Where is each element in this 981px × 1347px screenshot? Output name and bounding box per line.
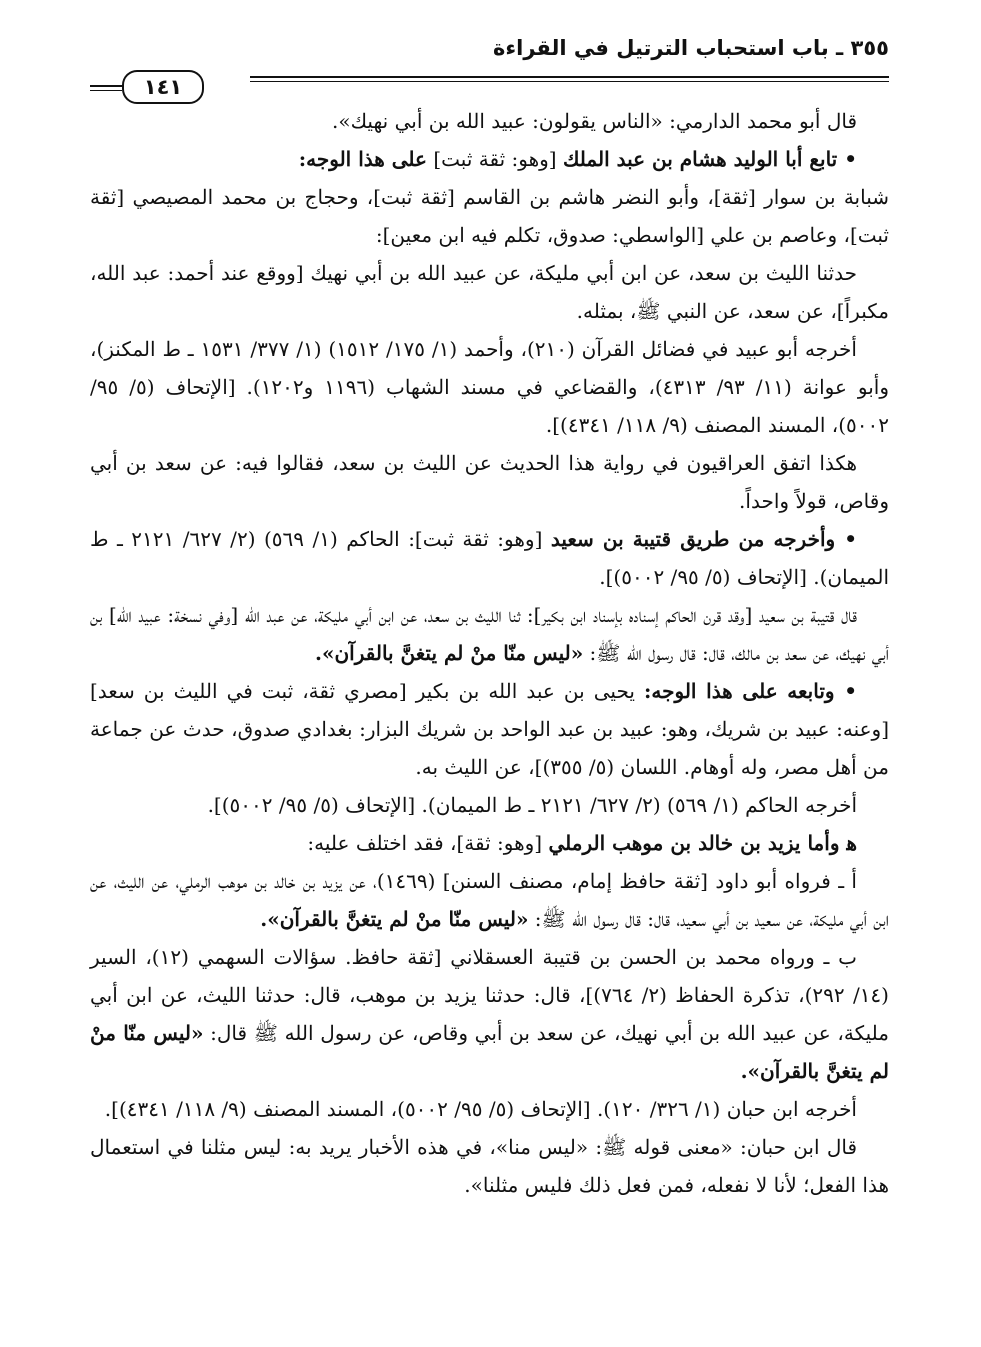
paragraph-text: [وهو: ثقة ثبت]: الحاكم (١/ ٥٦٩) (٢/ ٦٢٧/ ٢١٢١ ـ ط الميمان). [الإتحاف (٥/ ٩٥/ ٥٠٠٢)]. — [90, 527, 889, 589]
header-rule-left — [90, 85, 122, 91]
paragraph — [90, 938, 889, 1090]
page-header — [90, 30, 889, 99]
paragraph-text: حدثنا الليث بن سعد، عن ابن أبي مليكة، عن عبيد الله بن أبي نهيك [ووقع عند أحمد: عبد الله، مكبراً]، عن سعد، عن النبي ﷺ، بمثله. — [90, 261, 889, 323]
paragraph — [90, 102, 889, 140]
paragraph-text: شبابة بن سوار [ثقة]، وأبو النضر هاشم بن القاسم [ثقة ثبت]، وحجاج بن محمد المصيصي [ثقة ثبت]، وعاصم بن علي [الواسطي: صدوق، تكلم فيه ابن معين]: — [90, 185, 889, 247]
paragraph-bold-tail: على هذا الوجه: — [298, 147, 427, 171]
paragraph-text: [وهو: ثقة]، فقد اختلف عليه: — [307, 831, 549, 855]
paragraph — [90, 178, 889, 254]
paragraph — [90, 254, 889, 330]
paragraph — [90, 786, 889, 824]
paragraph — [90, 520, 889, 596]
hadith-quote: «ليس منّا منْ لم يتغنَّ بالقرآن». — [314, 641, 584, 665]
paragraph-bold: • وتابعه على هذا الوجه: — [644, 679, 857, 703]
header-rule — [250, 76, 889, 82]
paragraph-text: أخرجه ابن حبان (١/ ٣٢٦/ ١٢٠). [الإتحاف (٥/ ٩٥/ ٥٠٠٢)، المسند المصنف (٩/ ١١٨/ ٤٣٤١)]. — [104, 1097, 857, 1121]
paragraph-text: هكذا اتفق العراقيون في رواية هذا الحديث عن الليث بن سعد، فقالوا فيه: عن سعد بن أبي وقاص، قولاً واحداً. — [90, 451, 889, 513]
paragraph-bold: ﻫ وأما يزيد بن خالد بن موهب الرملي — [548, 831, 857, 855]
page-body — [90, 102, 889, 1204]
paragraph — [90, 1128, 889, 1204]
paragraph-bold: • وأخرجه من طريق قتيبة بن سعيد — [550, 527, 858, 551]
paragraph-text: يحيى بن عبد الله بن بكير [مصري ثقة، ثبت في الليث بن سعد] [وعنه: عبيد بن شريك، وهو: عبيد بن عبد الواحد بن شريك البزار: بغدادي صدوق، حدث عن جماعة من أهل مصر، وله أوهام. اللسان (٥/ ٣٥٥)]، عن الليث به. — [90, 679, 889, 779]
chapter-title: ٣٥٥ ـ باب استحباب الترتيل في القراءة — [493, 36, 889, 60]
paragraph-text: قال أبو محمد الدارمي: «الناس يقولون: عبيد الله بن أبي نهيك». — [331, 109, 857, 133]
page-number: ١٤١ — [143, 75, 183, 99]
paragraph-text: ب ـ ورواه محمد بن الحسن بن قتيبة العسقلاني [ثقة حافظ. سؤالات السهمي (١٢)، السير (١٤/ ٢٩٢)، تذكرة الحفاظ (٢/ ٧٦٤)]، قال: حدثنا يزيد بن موهب، قال: حدثنا الليث، عن ابن أبي مليكة، عن عبيد الله بن أبي نهيك، عن سعد بن أبي وقاص، عن رسول الله ﷺ قال: — [90, 945, 889, 1045]
paragraph — [90, 140, 889, 178]
paragraph-text: [وهو: ثقة ثبت] — [426, 147, 563, 171]
page-number-badge — [122, 70, 204, 104]
hadith-quote: «ليس منّا منْ لم يتغنَّ بالقرآن». — [90, 1021, 889, 1083]
paragraph — [90, 862, 889, 938]
paragraph-text: قال قتيبة بن سعيد [وقد قرن الحاكم إسناده بإسناد ابن بكير]: ثنا الليث بن سعد، عن ابن أبي مليكة، عن عبد الله [وفي نسخة: عبيد الله] بن أبي نهيك، عن سعد بن مالك، قال: قال رسول الله ﷺ: — [90, 603, 889, 665]
paragraph — [90, 444, 889, 520]
paragraph-text: قال ابن حبان: «معنى قوله ﷺ: «ليس منا»، في هذه الأخبار يريد به: ليس مثلنا في استعمال هذا الفعل؛ لأنا لا نفعله، فمن فعل ذلك فليس مثلنا». — [90, 1135, 889, 1197]
paragraph-text: أخرجه أبو عبيد في فضائل القرآن (٢١٠)، وأحمد (١/ ١٧٥/ ١٥١٢) (١/ ٣٧٧/ ١٥٣١ ـ ط المكنز)، وأبو عوانة (١١/ ٩٣/ ٤٣١٣)، والقضاعي في مسند الشهاب (١١٩٦ و١٢٠٢). [الإتحاف (٥/ ٩٥/ ٥٠٠٢)، المسند المصنف (٩/ ١١٨/ ٤٣٤١)]. — [90, 337, 889, 437]
paragraph — [90, 672, 889, 786]
paragraph-bold: • تابع أبا الوليد هشام بن عبد الملك — [562, 147, 857, 171]
paragraph — [90, 596, 889, 672]
paragraph — [90, 824, 889, 862]
hadith-quote: «ليس منّا منْ لم يتغنَّ بالقرآن». — [260, 907, 529, 931]
paragraph — [90, 1090, 889, 1128]
paragraph — [90, 330, 889, 444]
paragraph-text: أ ـ فرواه أبو داود [ثقة حافظ إمام، مصنف السنن] (١٤٦٩)، عن يزيد بن خالد بن موهب الرملي، عن الليث، عن ابن أبي مليكة، عن سعيد بن أبي سعيد، قال: قال رسول الله ﷺ: — [90, 869, 889, 931]
paragraph-text: أخرجه الحاكم (١/ ٥٦٩) (٢/ ٦٢٧/ ٢١٢١ ـ ط الميمان). [الإتحاف (٥/ ٩٥/ ٥٠٠٢)]. — [207, 793, 857, 817]
